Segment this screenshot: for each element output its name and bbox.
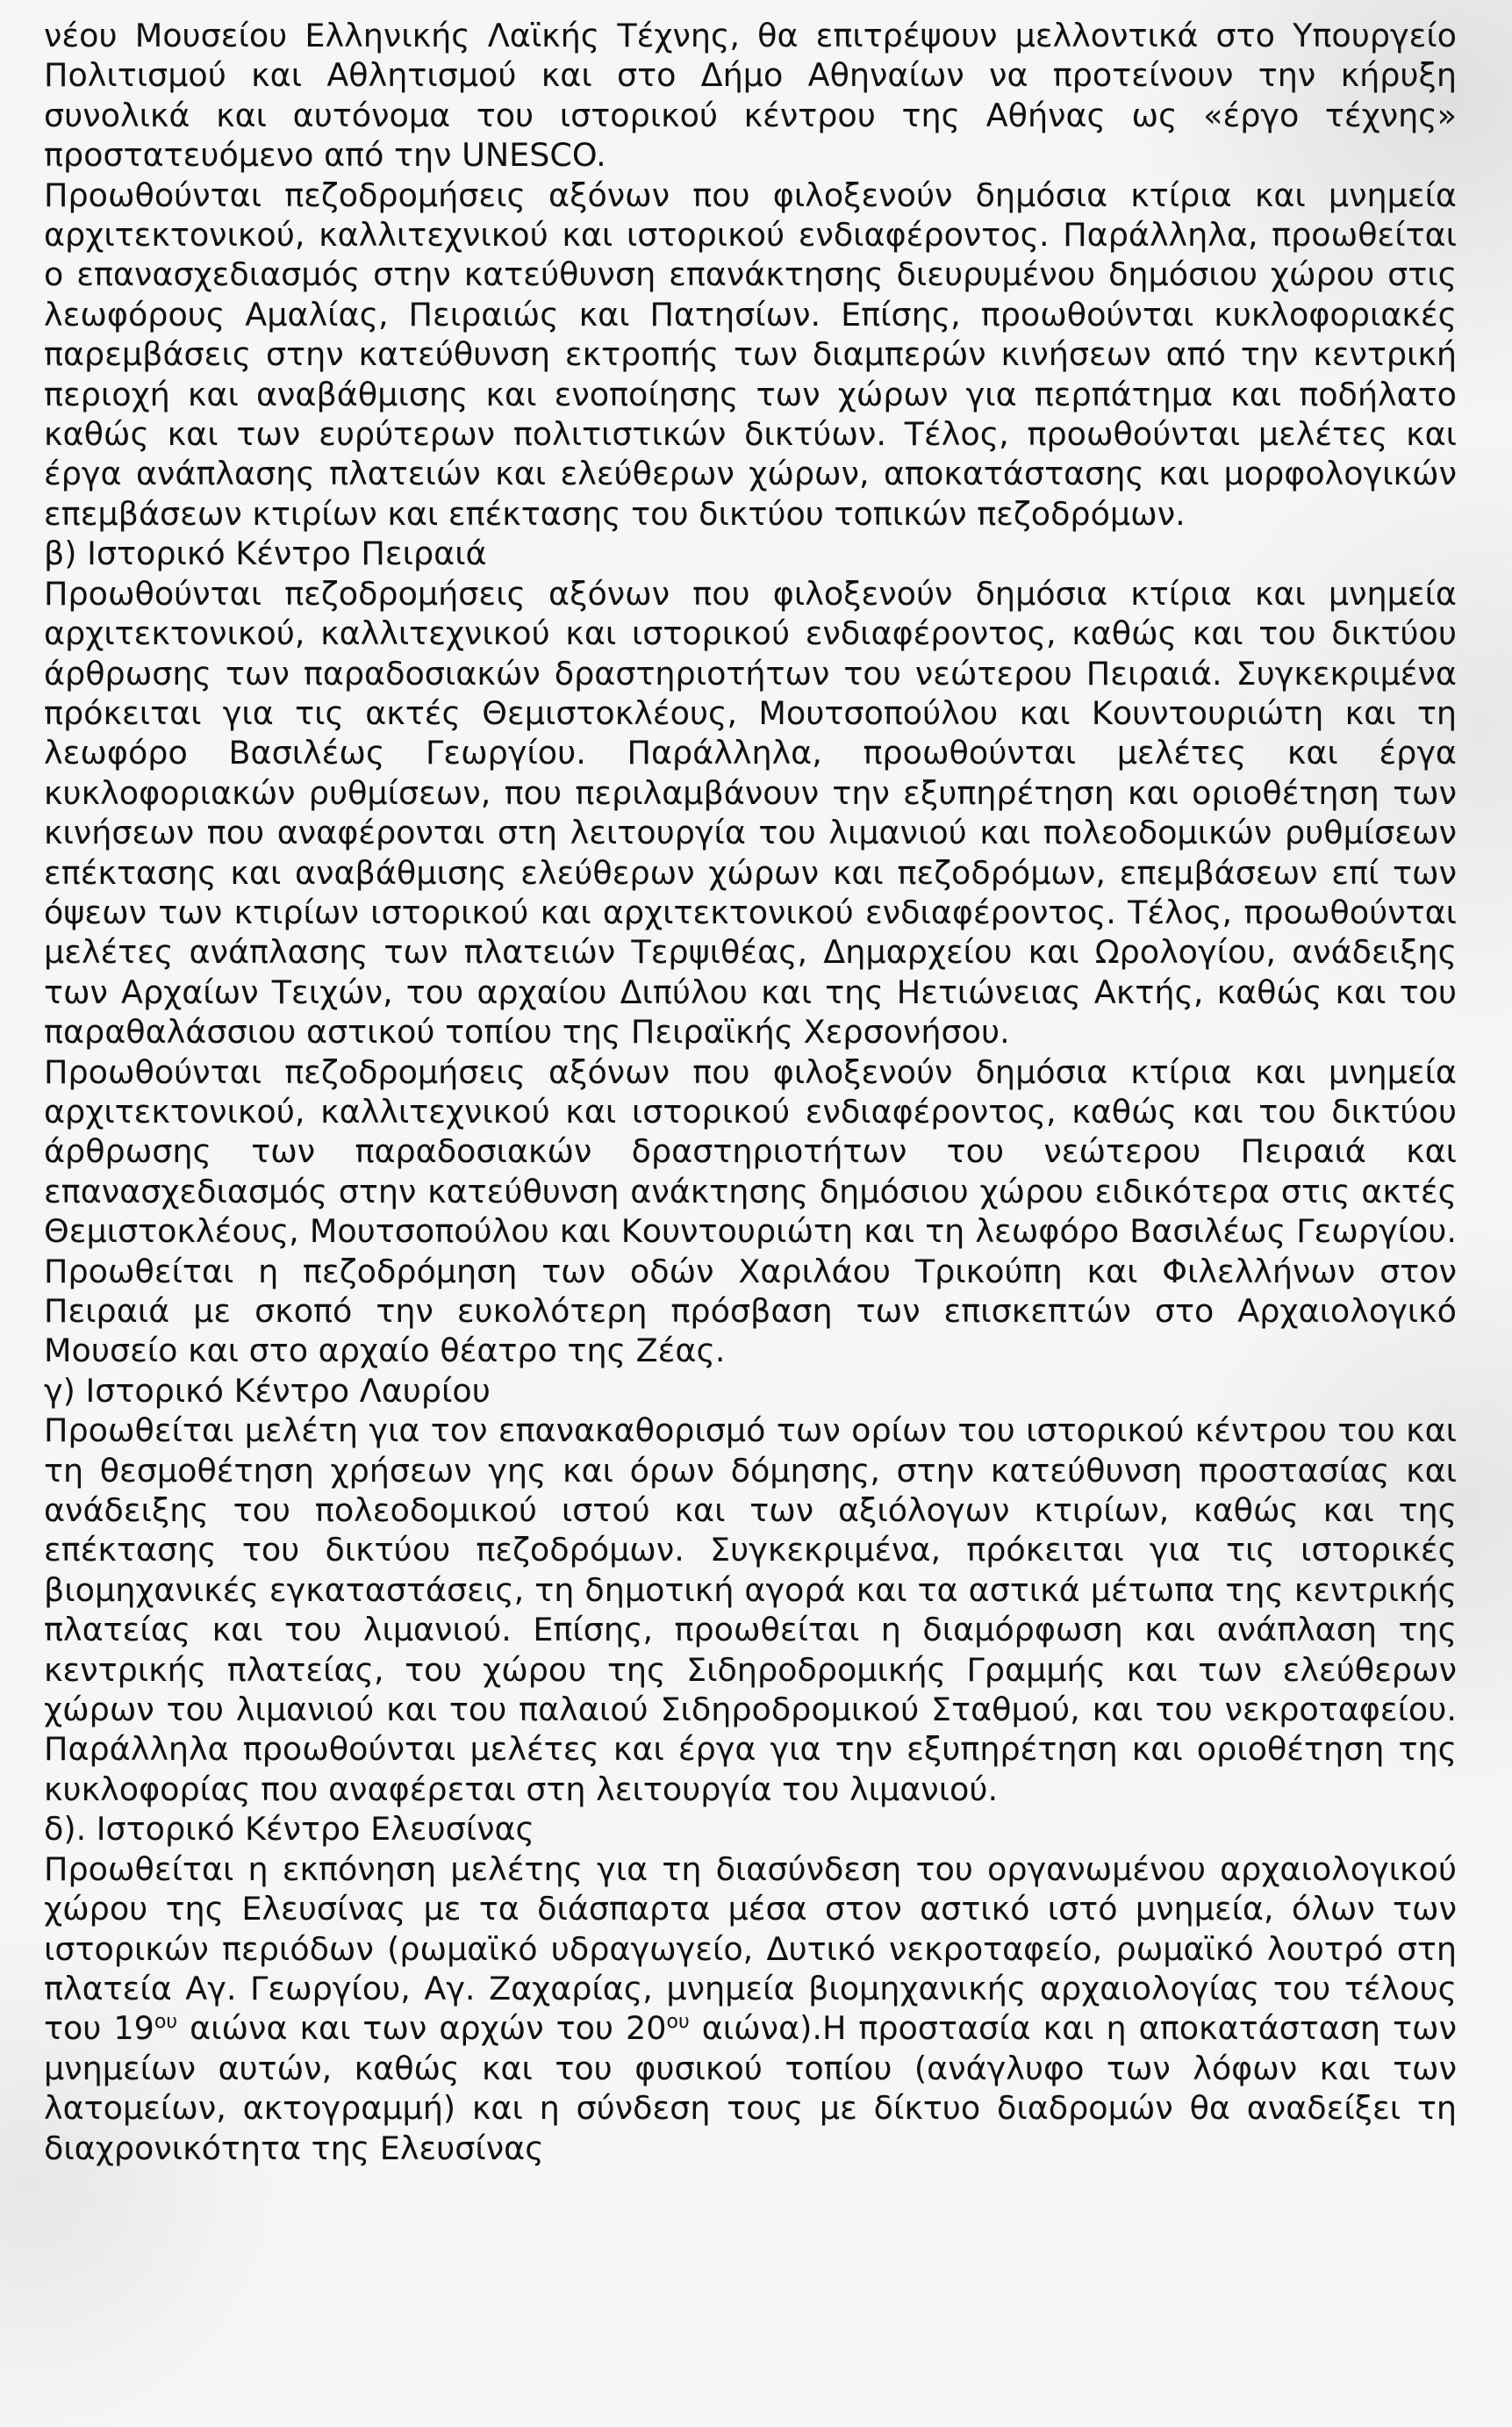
piraeus-paragraph-1: Προωθούνται πεζοδρομήσεις αξόνων που φιλοξενούν δημόσια κτίρια και μνημεία αρχιτεκτονικού, καλλιτεχνικού και ιστορικού ενδιαφέροντος, καθώς και του δικτύου άρθρωσης των παραδοσιακών δραστηριοτήτων του νεώτερου Πειραιά. Συγκεκριμένα πρόκειται για τις ακτές Θεμιστοκλέους, Μουτσοπούλου και Κουντουριώτη και τη λεωφόρο Βασιλέως Γεωργίου. Παράλληλα, προωθούνται μελέτες και έργα κυκλοφοριακών ρυθμίσεων, που περιλαμβάνουν την εξυπηρέτηση και οριοθέτηση των κινήσεων που αναφέρονται στη λειτουργία του λιμανιού και πολεοδομικών ρυθμίσεων επέκτασης και αναβάθμισης ελεύθερων χώρων και πεζοδρόμων, επεμβάσεων επί των όψεων των κτιρίων ιστορικού και αρχιτεκτονικού ενδιαφέροντος. Τέλος, προωθούνται μελέτες ανάπλασης των πλατειών Τερψιθέας, Δημαρχείου και Ωρολογίου, ανάδειξης των Αρχαίων Τειχών, του αρχαίου Διπύλου και της Ηετιώνειας Ακτής, καθώς και του παραθαλάσσιου αστικού τοπίου της Πειραϊκής Χερσονήσου.	[44, 574, 1457, 1052]
elefsina-text-part-1: Προωθείται η εκπόνηση μελέτης για τη διασύνδεση του οργανωμένου αρχαιολογικού χώρου της Ελευσίνας με τα διάσπαρτα μέσα στον αστικό ιστό μνημεία, όλων των ιστορικών περιόδων (ρωμαϊκό υδραγωγείο, Δυτικό νεκροταφείο, ρωμαϊκό λουτρό στη πλατεία Αγ. Γεωργίου, Αγ. Ζαχαρίας, μνημεία βιομηχανικής αρχαιολογίας του τέλους του 19	[44, 1849, 1457, 2048]
intro-paragraph: νέου Μουσείου Ελληνικής Λαϊκής Τέχνης, θα επιτρέψουν μελλοντικά στο Υπουργείο Πολιτισμού και Αθλητισμού και στο Δήμο Αθηναίων να προτείνουν την κήρυξη συνολικά και αυτόνομα του ιστορικού κέντρου της Αθήνας ως «έργο τέχνης» προστατευόμενο από την UNESCO.	[44, 17, 1457, 175]
lavrio-paragraph: Προωθείται μελέτη για τον επανακαθορισμό των ορίων του ιστορικού κέντρου του και τη θεσμοθέτηση χρήσεων γης και όρων δόμησης, στην κατεύθυνση προστασίας και ανάδειξης του πολεοδομικού ιστού και των αξιόλογων κτιρίων, καθώς και της επέκτασης του δικτύου πεζοδρόμων. Συγκεκριμένα, πρόκειται για τις ιστορικές βιομηχανικές εγκαταστάσεις, τη δημοτική αγορά και τα αστικά μέτωπα της κεντρικής πλατείας και του λιμανιού. Επίσης, προωθείται η διαμόρφωση και ανάπλαση της κεντρικής πλατείας, του χώρου της Σιδηροδρομικής Γραμμής και των ελεύθερων χώρων του λιμανιού και του παλαιού Σιδηροδρομικού Σταθμού, και του νεκροταφείου. Παράλληλα προωθούνται μελέτες και έργα για την εξυπηρέτηση και οριοθέτηση της κυκλοφορίας που αναφέρεται στη λειτουργία του λιμανιού.	[44, 1411, 1457, 1808]
century-suffix-2: ου	[666, 2011, 690, 2034]
lavrio-heading: γ) Ιστορικό Κέντρο Λαυρίου	[44, 1371, 491, 1410]
piraeus-paragraph-2: Προωθούνται πεζοδρομήσεις αξόνων που φιλοξενούν δημόσια κτίρια και μνημεία αρχιτεκτονικού, καλλιτεχνικού και ιστορικού ενδιαφέροντος, καθώς και του δικτύου άρθρωσης των παραδοσιακών δραστηριοτήτων του νεώτερου Πειραιά και επανασχεδιασμός στην κατεύθυνση ανάκτησης δημόσιου χώρου ειδικότερα στις ακτές Θεμιστοκλέους, Μουτσοπούλου και Κουντουριώτη και τη λεωφόρο Βασιλέως Γεωργίου. Προωθείται η πεζοδρόμηση των οδών Χαριλάου Τρικούπη και Φιλελλήνων στον Πειραιά με σκοπό την ευκολότερη πρόσβαση των επισκεπτών στο Αρχαιολογικό Μουσείο και στο αρχαίο θέατρο της Ζέας.	[44, 1052, 1457, 1370]
elefsina-paragraph	[44, 1849, 1457, 2168]
century-suffix-1: ου	[154, 2011, 178, 2034]
elefsina-heading: δ). Ιστορικό Κέντρο Ελευσίνας	[44, 1810, 534, 1849]
elefsina-text-part-3: αιώνα).Η προστασία και η αποκατάσταση των μνημείων αυτών, καθώς και του φυσικού τοπίου (ανάγλυφο των λόφων και των λατομείων, ακτογραμμή) και η σύνδεση τους με δίκτυο διαδρομών θα αναδείξει τη διαχρονικότητα της Ελευσίνας	[44, 2009, 1457, 2167]
piraeus-heading: β) Ιστορικό Κέντρο Πειραιά	[44, 535, 487, 573]
elefsina-text-part-2: αιώνα και των αρχών του 20	[177, 2009, 667, 2048]
document-body	[44, 16, 1457, 2168]
athens-paragraph: Προωθούνται πεζοδρομήσεις αξόνων που φιλοξενούν δημόσια κτίρια και μνημεία αρχιτεκτονικού, καλλιτεχνικού και ιστορικού ενδιαφέροντος. Παράλληλα, προωθείται ο επανασχεδιασμός στην κατεύθυνση επανάκτησης διευρυμένου δημόσιου χώρου στις λεωφόρους Αμαλίας, Πειραιώς και Πατησίων. Επίσης, προωθούνται κυκλοφοριακές παρεμβάσεις στην κατεύθυνση εκτροπής των διαμπερών κινήσεων από την κεντρική περιοχή και αναβάθμισης και ενοποίησης των χώρων για περπάτημα και ποδήλατο καθώς και των ευρύτερων πολιτιστικών δικτύων. Τέλος, προωθούνται μελέτες και έργα ανάπλασης πλατειών και ελεύθερων χώρων, αποκατάστασης και μορφολογικών επεμβάσεων κτιρίων και επέκτασης του δικτύου τοπικών πεζοδρόμων.	[44, 176, 1457, 533]
